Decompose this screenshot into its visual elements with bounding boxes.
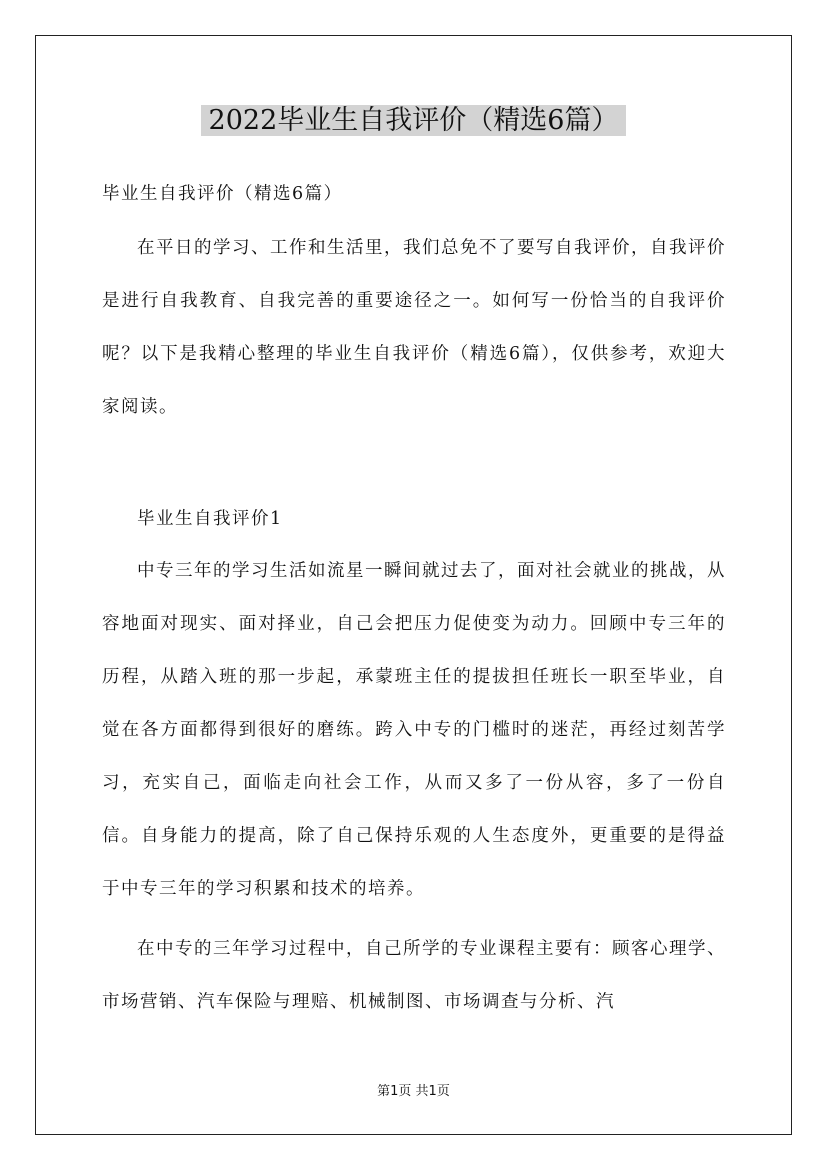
body-paragraph-1: 中专三年的学习生活如流星一瞬间就过去了，面对社会就业的挑战，从容地面对现实、面对择业，自己会把压力促使变为动力。回顾中专三年的历程，从踏入班的那一步起，承蒙班主任的提拔担任班长一职至毕业，自觉在各方面都得到很好的磨练。跨入中专的门槛时的迷茫，再经过刻苦学习，充实自己，面临走向社会工作，从而又多了一份从容，多了一份自信。自身能力的提高，除了自己保持乐观的人生态度外，更重要的是得益于中专三年的学习积累和技术的培养。	[102, 561, 726, 899]
body-paragraph-2: 在中专的三年学习过程中，自己所学的专业课程主要有：顾客心理学、市场营销、汽车保险与理赔、机械制图、市场调查与分析、汽	[102, 939, 726, 1012]
intro-paragraph: 在平日的学习、工作和生活里，我们总免不了要写自我评价，自我评价是进行自我教育、自我完善的重要途径之一。如何写一份恰当的自我评价呢？以下是我精心整理的毕业生自我评价（精选6篇），仅供参考，欢迎大家阅读。	[102, 238, 726, 417]
document-subtitle: 毕业生自我评价（精选6篇）	[102, 184, 343, 204]
page-number-footer: 第1页 共1页	[377, 1084, 450, 1099]
section-heading: 毕业生自我评价1	[137, 509, 283, 529]
document-title-text: 2022毕业生自我评价（精选6篇）	[201, 105, 627, 136]
document-title	[0, 100, 827, 142]
